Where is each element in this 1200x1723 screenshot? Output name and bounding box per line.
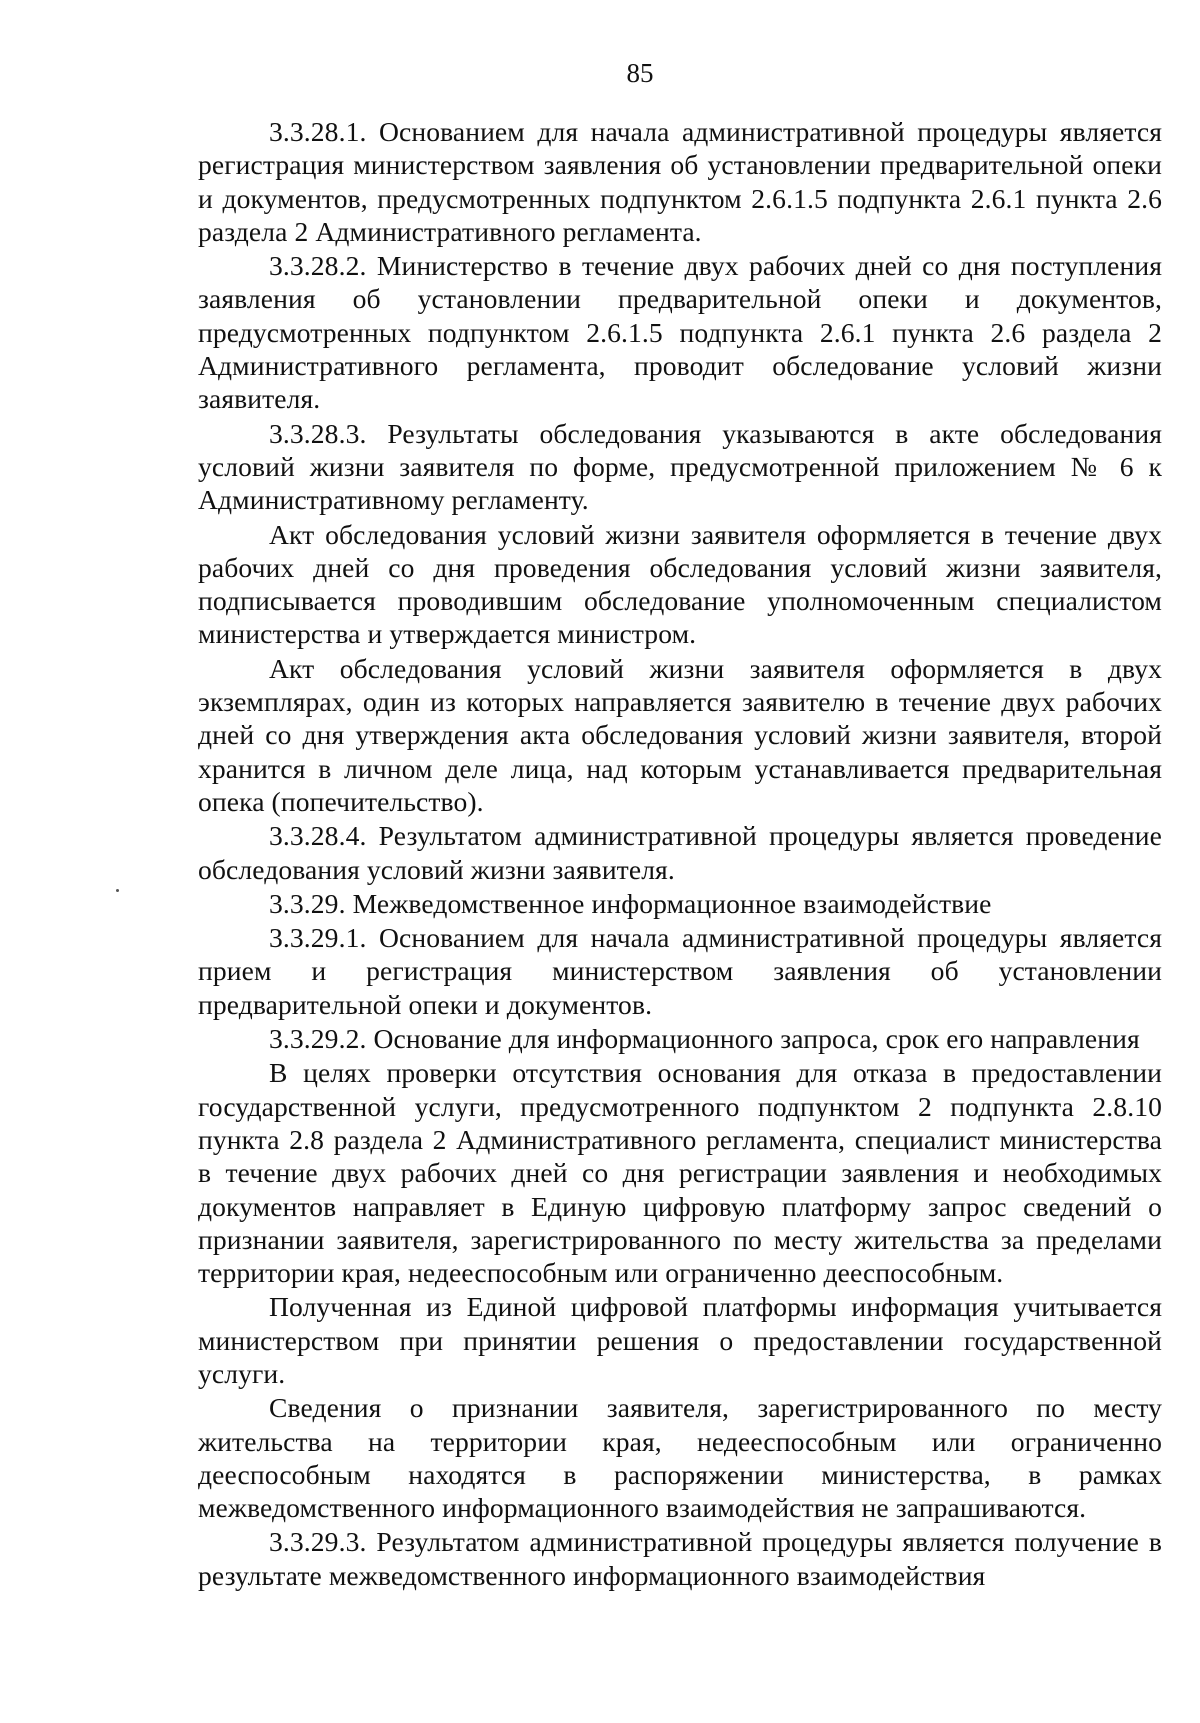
page-number: 85 bbox=[626, 58, 654, 88]
scan-speck bbox=[116, 889, 119, 892]
paragraph-3-3-28-4: 3.3.28.4. Результатом административной процедуры является проведение обследования условий жизни заявителя. bbox=[198, 820, 1162, 885]
paragraph-verification-request: В целях проверки отсутствия основания для отказа в предоставлении государственной услуги, предусмотренного подпунктом 2 подпункта 2.8.10 пункта 2.8 раздела 2 Административного регламента, специалист министерства в течение двух рабочих дней со дня регистрации заявления и необходимых документов направляет в Единую цифровую платформу запрос сведений о признании заявителя, зарегистрированного по месту жительства за пределами территории края, недееспособным или ограниченно дееспособным. bbox=[198, 1057, 1162, 1289]
paragraph-platform-info: Полученная из Единой цифровой платформы информация учитывается министерством при принятии решения о предоставлении государственной услуги. bbox=[198, 1291, 1162, 1389]
paragraph-3-3-29-3: 3.3.29.3. Результатом административной процедуры является получение в результате межведомственного информационного взаимодействия bbox=[198, 1526, 1162, 1591]
paragraph-3-3-28-2: 3.3.28.2. Министерство в течение двух рабочих дней со дня поступления заявления об установлении предварительной опеки и документов, предусмотренных подпунктом 2.6.1.5 подпункта 2.6.1 пункта 2.6 раздела 2 Административного регламента, проводит обследование условий жизни заявителя. bbox=[198, 250, 1162, 415]
paragraph-3-3-29-heading: 3.3.29. Межведомственное информационное взаимодействие bbox=[269, 887, 992, 919]
paragraph-act-copies: Акт обследования условий жизни заявителя оформляется в двух экземплярах, один из которых направляется заявителю в течение двух рабочих дней со дня утверждения акта обследования условий жизни заявителя, второй хранится в личном деле лица, над которым устанавливается предварительная опека (попечительство). bbox=[198, 652, 1162, 817]
paragraph-local-records: Сведения о признании заявителя, зарегистрированного по месту жительства на территории края, недееспособным или ограниченно дееспособным находятся в распоряжении министерства, в рамках межведомственного информационного взаимодействия не запрашиваются. bbox=[198, 1392, 1162, 1524]
paragraph-3-3-29-1: 3.3.29.1. Основанием для начала административной процедуры является прием и регистрация министерством заявления об установлении предварительной опеки и документов. bbox=[198, 922, 1162, 1020]
paragraph-3-3-28-3: 3.3.28.3. Результаты обследования указываются в акте обследования условий жизни заявителя по форме, предусмотренной приложением № 6 к Административному регламенту. bbox=[198, 417, 1162, 516]
paragraph-3-3-29-2: 3.3.29.2. Основание для информационного запроса, срок его направления bbox=[269, 1023, 1140, 1055]
paragraph-3-3-28-1: 3.3.28.1. Основанием для начала административной процедуры является регистрация министерством заявления об установлении предварительной опеки и документов, предусмотренных подпунктом 2.6.1.5 подпункта 2.6.1 пункта 2.6 раздела 2 Административного регламента. bbox=[198, 116, 1162, 247]
paragraph-act-issuance: Акт обследования условий жизни заявителя оформляется в течение двух рабочих дней со дня проведения обследования условий жизни заявителя, подписывается проводившим обследование уполномоченным специалистом министерства и утверждается министром. bbox=[198, 518, 1162, 650]
document-body bbox=[198, 115, 1162, 1593]
